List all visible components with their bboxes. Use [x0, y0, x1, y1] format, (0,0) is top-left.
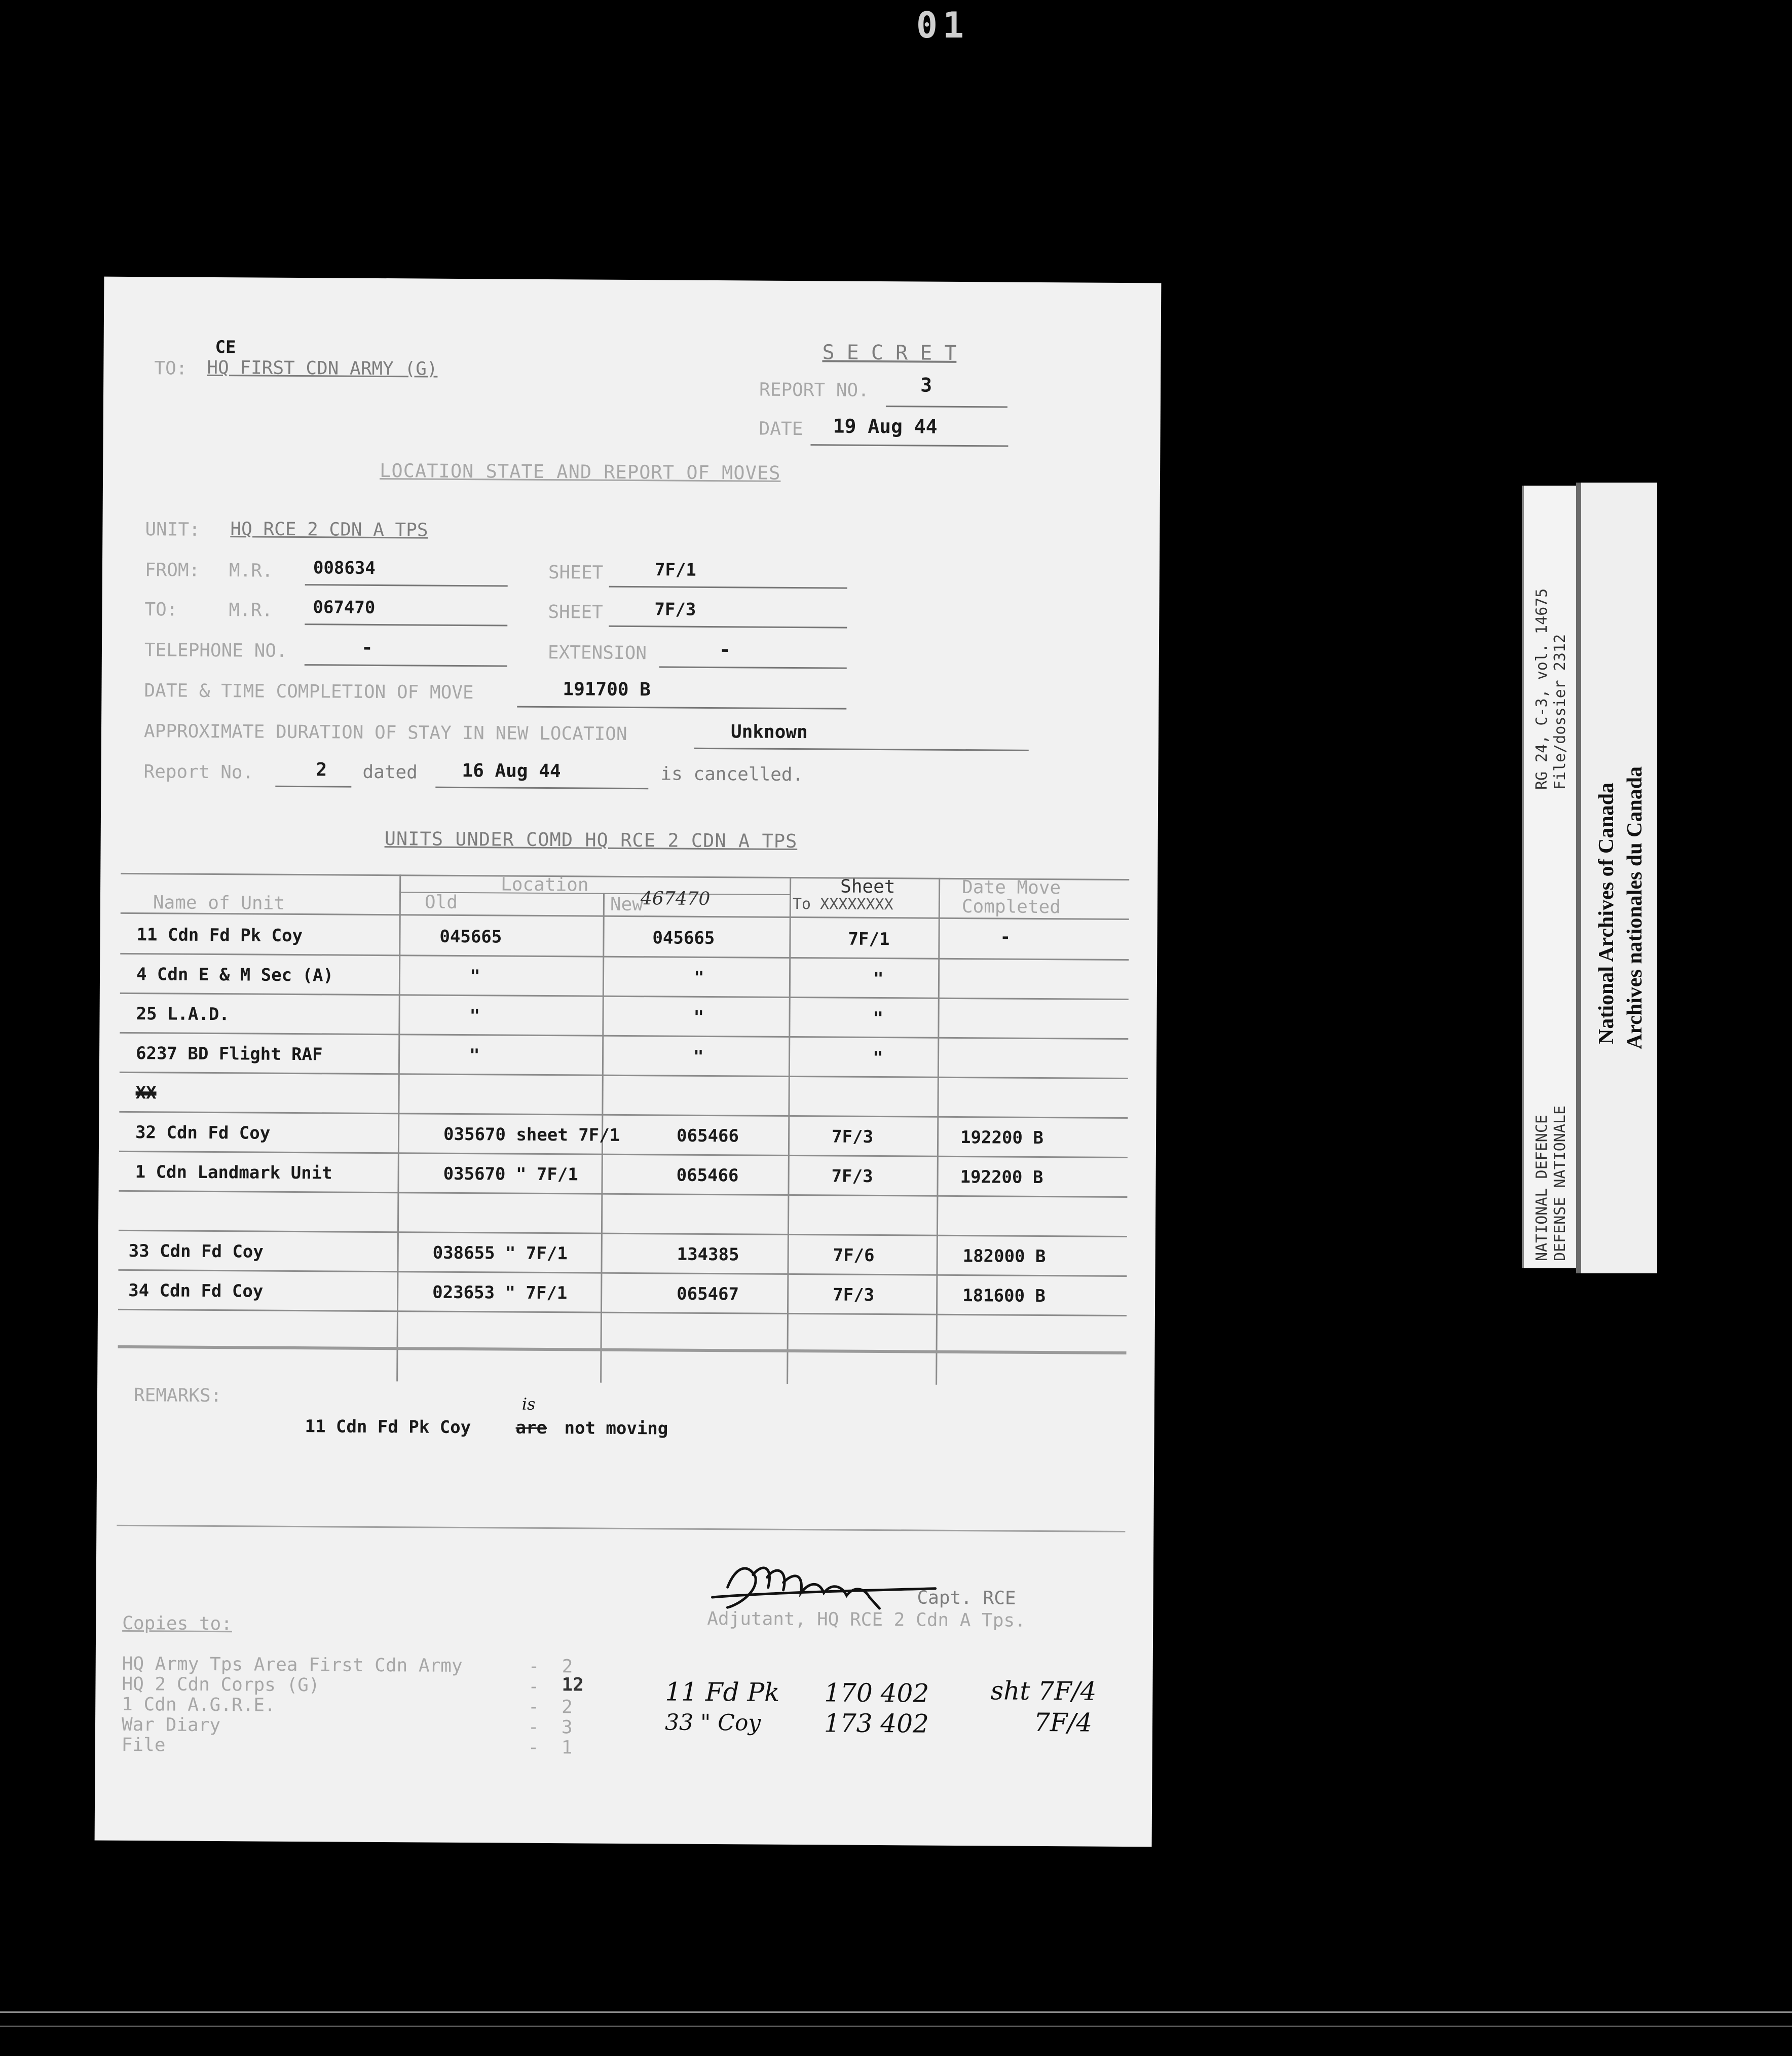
- cancel-dated-label: dated: [362, 761, 418, 783]
- handnote-sheet: 7F/4: [1033, 1707, 1093, 1738]
- archive-dept-line-2: DEFENSE NATIONALE: [1551, 1105, 1569, 1261]
- table-row-new: 065466: [676, 1165, 739, 1186]
- copies-item-dash: -: [528, 1656, 540, 1677]
- table-row-unit: 32 Cdn Fd Coy: [135, 1122, 271, 1144]
- copies-item-to: File: [121, 1734, 166, 1756]
- copies-item-dash: -: [528, 1676, 540, 1697]
- table-row-new: ": [693, 1007, 704, 1027]
- completion-label: DATE & TIME COMPLETION OF MOVE: [144, 680, 474, 704]
- from-sheet-label: SHEET: [548, 562, 604, 583]
- cancel-no-underline: [275, 786, 351, 788]
- remarks-text-end: not moving: [564, 1418, 668, 1439]
- copies-item-to: HQ 2 Cdn Corps (G): [122, 1673, 320, 1696]
- to-mr-underline: [305, 623, 507, 626]
- completion-underline: [517, 706, 846, 710]
- archive-dept-line-1: NATIONAL DEFENCE: [1533, 1115, 1551, 1261]
- from-mr-value: 008634: [313, 558, 376, 578]
- row-rule: [120, 993, 1129, 1000]
- handnote-ref: 173 402: [824, 1708, 929, 1739]
- telephone-underline: [305, 664, 507, 667]
- table-row-unit: 6237 BD Flight RAF: [135, 1043, 323, 1065]
- scan-edge-line-1: [0, 2011, 1792, 2013]
- table-row-unit: 11 Cdn Fd Pk Coy: [136, 925, 303, 946]
- telephone-value: -: [361, 636, 374, 658]
- copies-item-to: 1 Cdn A.G.R.E.: [122, 1694, 276, 1716]
- cancel-suffix: is cancelled.: [660, 763, 804, 786]
- to-sheet-underline: [609, 626, 847, 629]
- table-row-new: ": [693, 967, 704, 988]
- archives-name-french: Archives nationales du Canada: [1623, 766, 1647, 1049]
- report-no-label: REPORT NO.: [759, 379, 869, 401]
- table-row-new: 065466: [676, 1125, 739, 1147]
- copies-item-dash: -: [528, 1737, 539, 1758]
- table-row-sheet: 7F/1: [848, 929, 890, 950]
- col-header-date-move: Date Move: [961, 877, 1061, 899]
- table-row-sheet: ": [872, 1047, 883, 1069]
- from-label: FROM:: [144, 560, 200, 581]
- unit-value: HQ RCE 2 CDN A TPS: [230, 519, 428, 541]
- table-row-unit-struck: XX: [135, 1083, 157, 1104]
- extension-value: -: [719, 638, 731, 661]
- archive-reference-strip: [1522, 486, 1578, 1268]
- copies-item-to: HQ Army Tps Area First Cdn Army: [122, 1653, 463, 1677]
- archive-ref-line-1: RG 24, C-3, vol. 14675: [1533, 588, 1551, 790]
- signature-title: Adjutant, HQ RCE 2 Cdn A Tps.: [707, 1608, 1026, 1631]
- to-mr-value: 067470: [313, 597, 376, 618]
- to-label: TO:: [154, 358, 188, 379]
- row-rule: [120, 953, 1129, 961]
- table-row-sheet: 7F/3: [831, 1166, 873, 1187]
- table-row-unit: 33 Cdn Fd Coy: [128, 1240, 264, 1262]
- report-no-value: 3: [920, 374, 932, 396]
- copies-item-to: War Diary: [121, 1714, 221, 1736]
- copies-item-count: 2: [562, 1697, 573, 1718]
- table-row-old: 038655 " 7F/1: [432, 1242, 568, 1264]
- remarks-text-start: 11 Cdn Fd Pk Coy: [305, 1416, 471, 1438]
- row-rule: [119, 1230, 1127, 1237]
- copies-item-count: 1: [561, 1737, 573, 1758]
- col-divider-1: [396, 874, 401, 1381]
- handnote-unit: 33 " Coy: [664, 1709, 761, 1736]
- cancel-date-underline: [435, 787, 648, 790]
- col-divider-4: [936, 878, 940, 1385]
- col-header-new: New: [610, 894, 644, 915]
- col-divider-3: [787, 877, 791, 1384]
- copies-item-count: 2: [562, 1656, 573, 1677]
- copies-item-count: 3: [561, 1717, 573, 1738]
- table-row-date: -: [1000, 927, 1011, 947]
- addressee-initials: CE: [215, 337, 236, 358]
- extension-underline: [659, 666, 847, 669]
- table-row-old: 035670 sheet 7F/1: [443, 1124, 620, 1146]
- row-rule: [118, 1269, 1127, 1277]
- from-mr-label: M.R.: [229, 560, 273, 581]
- table-row-sheet: ": [873, 968, 884, 989]
- table-row-date: 192200 B: [960, 1167, 1043, 1188]
- date-underline: [810, 444, 1008, 447]
- unit-label: UNIT:: [145, 519, 200, 540]
- from-mr-underline: [305, 584, 508, 586]
- row-rule: [118, 1309, 1127, 1316]
- table-row-old: ": [469, 1006, 480, 1026]
- copies-item-dash: -: [528, 1696, 540, 1717]
- col-header-completed: Completed: [961, 896, 1061, 918]
- table-row-date: 192200 B: [960, 1127, 1043, 1149]
- col-header-sheet-sub: To XXXXXXXX: [792, 895, 893, 914]
- handnote-ref: 170 402: [824, 1678, 929, 1708]
- col-header-name: Name of Unit: [153, 892, 285, 914]
- table-row-new: ": [693, 1046, 704, 1067]
- table-row-unit: 34 Cdn Fd Coy: [128, 1280, 264, 1302]
- table-bottom-rule: [118, 1345, 1127, 1354]
- table-row-sheet: 7F/6: [833, 1245, 875, 1266]
- scan-edge-line-2: [0, 2026, 1792, 2027]
- to-sheet-label: SHEET: [548, 602, 603, 623]
- archives-name-english: National Archives of Canada: [1595, 782, 1618, 1044]
- table-row-old: ": [469, 1045, 480, 1066]
- copies-item-dash: -: [528, 1716, 539, 1738]
- copies-label: Copies to:: [122, 1612, 233, 1635]
- table-row-unit: 4 Cdn E & M Sec (A): [136, 964, 334, 986]
- cancel-prefix: Report No.: [143, 761, 254, 783]
- col-header-sheet: Sheet: [840, 876, 895, 898]
- addressee-line: HQ FIRST CDN ARMY (G): [207, 357, 438, 380]
- signature-rank: Capt. RCE: [917, 1587, 1016, 1609]
- units-title: UNITS UNDER COMD HQ RCE 2 CDN A TPS: [384, 828, 798, 853]
- table-row-new: 065467: [677, 1283, 739, 1305]
- remarks-inserted-word: is: [521, 1394, 536, 1414]
- table-row-sheet: 7F/3: [833, 1284, 875, 1305]
- copies-item-count: 12: [562, 1674, 584, 1696]
- frame-number: 01: [916, 5, 969, 46]
- remarks-bottom-rule: [117, 1525, 1125, 1532]
- row-rule: [119, 1111, 1128, 1119]
- row-rule: [120, 1072, 1128, 1079]
- col-header-old: Old: [424, 892, 458, 913]
- col-header-location: Location: [501, 874, 589, 896]
- to-sheet-value: 7F/3: [654, 599, 696, 620]
- table-row-old: 045665: [439, 926, 502, 947]
- row-rule: [120, 1032, 1128, 1040]
- duration-label: APPROXIMATE DURATION OF STAY IN NEW LOCATION: [143, 721, 627, 745]
- table-row-date: 182000 B: [962, 1246, 1046, 1267]
- location-subheader-rule: [399, 892, 790, 895]
- handnote-sheet: sht 7F/4: [990, 1676, 1097, 1706]
- table-row-old: 035670 " 7F/1: [443, 1163, 578, 1185]
- report-no-underline: [886, 406, 1007, 408]
- table-row-date: 181600 B: [962, 1286, 1046, 1307]
- cancel-date: 16 Aug 44: [462, 760, 561, 782]
- row-rule: [119, 1190, 1127, 1198]
- telephone-label: TELEPHONE NO.: [144, 640, 287, 662]
- date-value: 19 Aug 44: [833, 415, 938, 438]
- from-sheet-underline: [609, 586, 847, 589]
- table-row-sheet: 7F/3: [831, 1126, 874, 1147]
- extension-label: EXTENSION: [547, 642, 647, 664]
- handnote-unit: 11 Fd Pk: [665, 1677, 780, 1707]
- duration-value: Unknown: [730, 721, 808, 743]
- archive-name-strip: [1576, 483, 1657, 1273]
- cancel-report-no: 2: [316, 759, 327, 781]
- security-classification: S E C R E T: [822, 341, 957, 365]
- table-row-sheet: ": [873, 1008, 884, 1029]
- table-row-unit: 1 Cdn Landmark Unit: [135, 1162, 332, 1184]
- date-label: DATE: [759, 418, 803, 440]
- table-row-new: 134385: [677, 1244, 739, 1265]
- duration-underline: [694, 748, 1029, 751]
- remarks-label: REMARKS:: [133, 1385, 222, 1407]
- report-title: LOCATION STATE AND REPORT OF MOVES: [379, 459, 781, 484]
- completion-value: 191700 B: [563, 679, 651, 701]
- col-header-new-handwritten: 467470: [640, 888, 711, 909]
- table-row-new: 045665: [652, 928, 715, 949]
- table-row-unit: 25 L.A.D.: [136, 1004, 230, 1025]
- from-sheet-value: 7F/1: [654, 560, 696, 580]
- archive-ref-line-2: File/dossier 2312: [1551, 634, 1569, 790]
- report-document: [95, 277, 1162, 1847]
- table-row-old: ": [469, 966, 480, 987]
- row-rule: [119, 1151, 1128, 1158]
- table-row-old: 023653 " 7F/1: [432, 1282, 568, 1304]
- to-mr-label: M.R.: [229, 600, 273, 621]
- to-location-label: TO:: [144, 599, 178, 620]
- remarks-struck-word: are: [515, 1417, 547, 1439]
